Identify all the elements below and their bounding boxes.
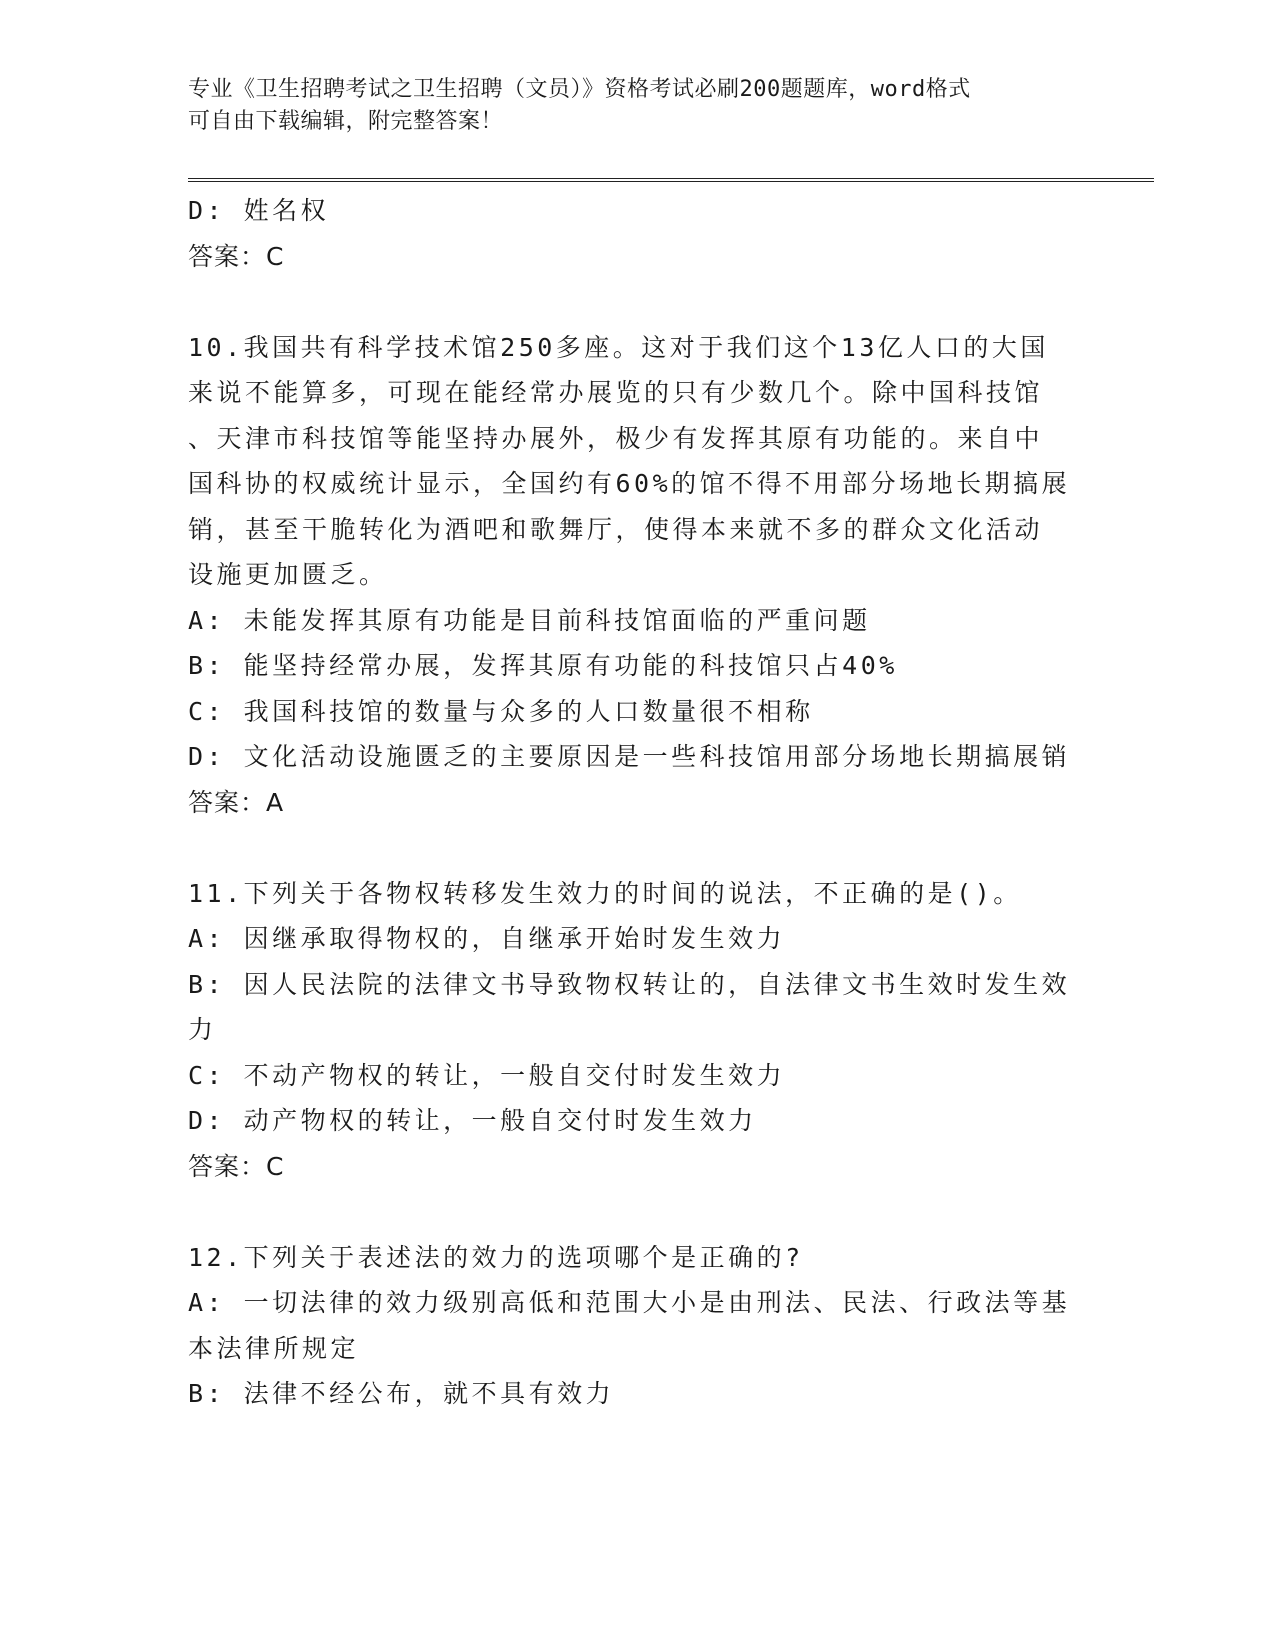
question-12 bbox=[188, 1235, 1088, 1417]
header-title-line-1: 专业《卫生招聘考试之卫生招聘（文员）》资格考试必刷200题题库，word格式 bbox=[188, 77, 971, 102]
q12-option-b: B: 法律不经公布，就不具有效力 bbox=[188, 1379, 615, 1408]
q12-option-a-line: A: 一切法律的效力级别高低和范围大小是由刑法、民法、行政法等基 bbox=[188, 1288, 1071, 1317]
question-list bbox=[188, 188, 1088, 1417]
q10-option-b: B: 能坚持经常办展，发挥其原有功能的科技馆只占40% bbox=[188, 651, 898, 680]
q10-stem-line: 10.我国共有科学技术馆250多座。这对于我们这个13亿人口的大国 bbox=[188, 332, 1049, 362]
page-header bbox=[188, 74, 1068, 138]
q12-option-a-line: 本法律所规定 bbox=[188, 1333, 360, 1363]
q11-option-d: D: 动产物权的转让，一般自交付时发生效力 bbox=[188, 1106, 757, 1135]
q10-option-d: D: 文化活动设施匮乏的主要原因是一些科技馆用部分场地长期搞展销 bbox=[188, 742, 1071, 771]
q11-option-c: C: 不动产物权的转让，一般自交付时发生效力 bbox=[188, 1060, 786, 1090]
q11-stem: 11.下列关于各物权转移发生效力的时间的说法，不正确的是()。 bbox=[188, 878, 1022, 908]
q10-stem-line: 国科协的权威统计显示，全国约有60%的馆不得不用部分场地长期搞展 bbox=[188, 469, 1071, 498]
spacer bbox=[188, 825, 1088, 871]
q9-answer: 答案：C bbox=[188, 241, 285, 271]
q10-stem-line: 设施更加匮乏。 bbox=[188, 560, 388, 589]
q10-option-a: A: 未能发挥其原有功能是目前科技馆面临的严重问题 bbox=[188, 605, 871, 635]
question-11 bbox=[188, 871, 1088, 1190]
q11-option-b-line: B: 因人民法院的法律文书导致物权转让的，自法律文书生效时发生效 bbox=[188, 969, 1071, 999]
q10-stem-line: 、天津市科技馆等能坚持办展外，极少有发挥其原有功能的。来自中 bbox=[188, 423, 1044, 453]
q10-answer: 答案：A bbox=[188, 787, 285, 817]
q11-option-b-line: 力 bbox=[188, 1015, 217, 1044]
question-10 bbox=[188, 325, 1088, 826]
header-title-line-2: 可自由下载编辑，附完整答案！ bbox=[188, 109, 504, 134]
q10-stem-line: 销，甚至干脆转化为酒吧和歌舞厅，使得本来就不多的群众文化活动 bbox=[188, 514, 1044, 544]
q12-stem: 12.下列关于表述法的效力的选项哪个是正确的? bbox=[188, 1242, 804, 1272]
q9-option-d: D: 姓名权 bbox=[188, 196, 330, 225]
header-divider bbox=[188, 178, 1154, 182]
spacer bbox=[188, 279, 1088, 325]
q11-option-a: A: 因继承取得物权的，自继承开始时发生效力 bbox=[188, 924, 786, 953]
q10-stem-line: 来说不能算多，可现在能经常办展览的只有少数几个。除中国科技馆 bbox=[188, 378, 1044, 407]
q10-option-c: C: 我国科技馆的数量与众多的人口数量很不相称 bbox=[188, 696, 814, 726]
spacer bbox=[188, 1189, 1088, 1235]
q11-answer: 答案：C bbox=[188, 1151, 285, 1181]
